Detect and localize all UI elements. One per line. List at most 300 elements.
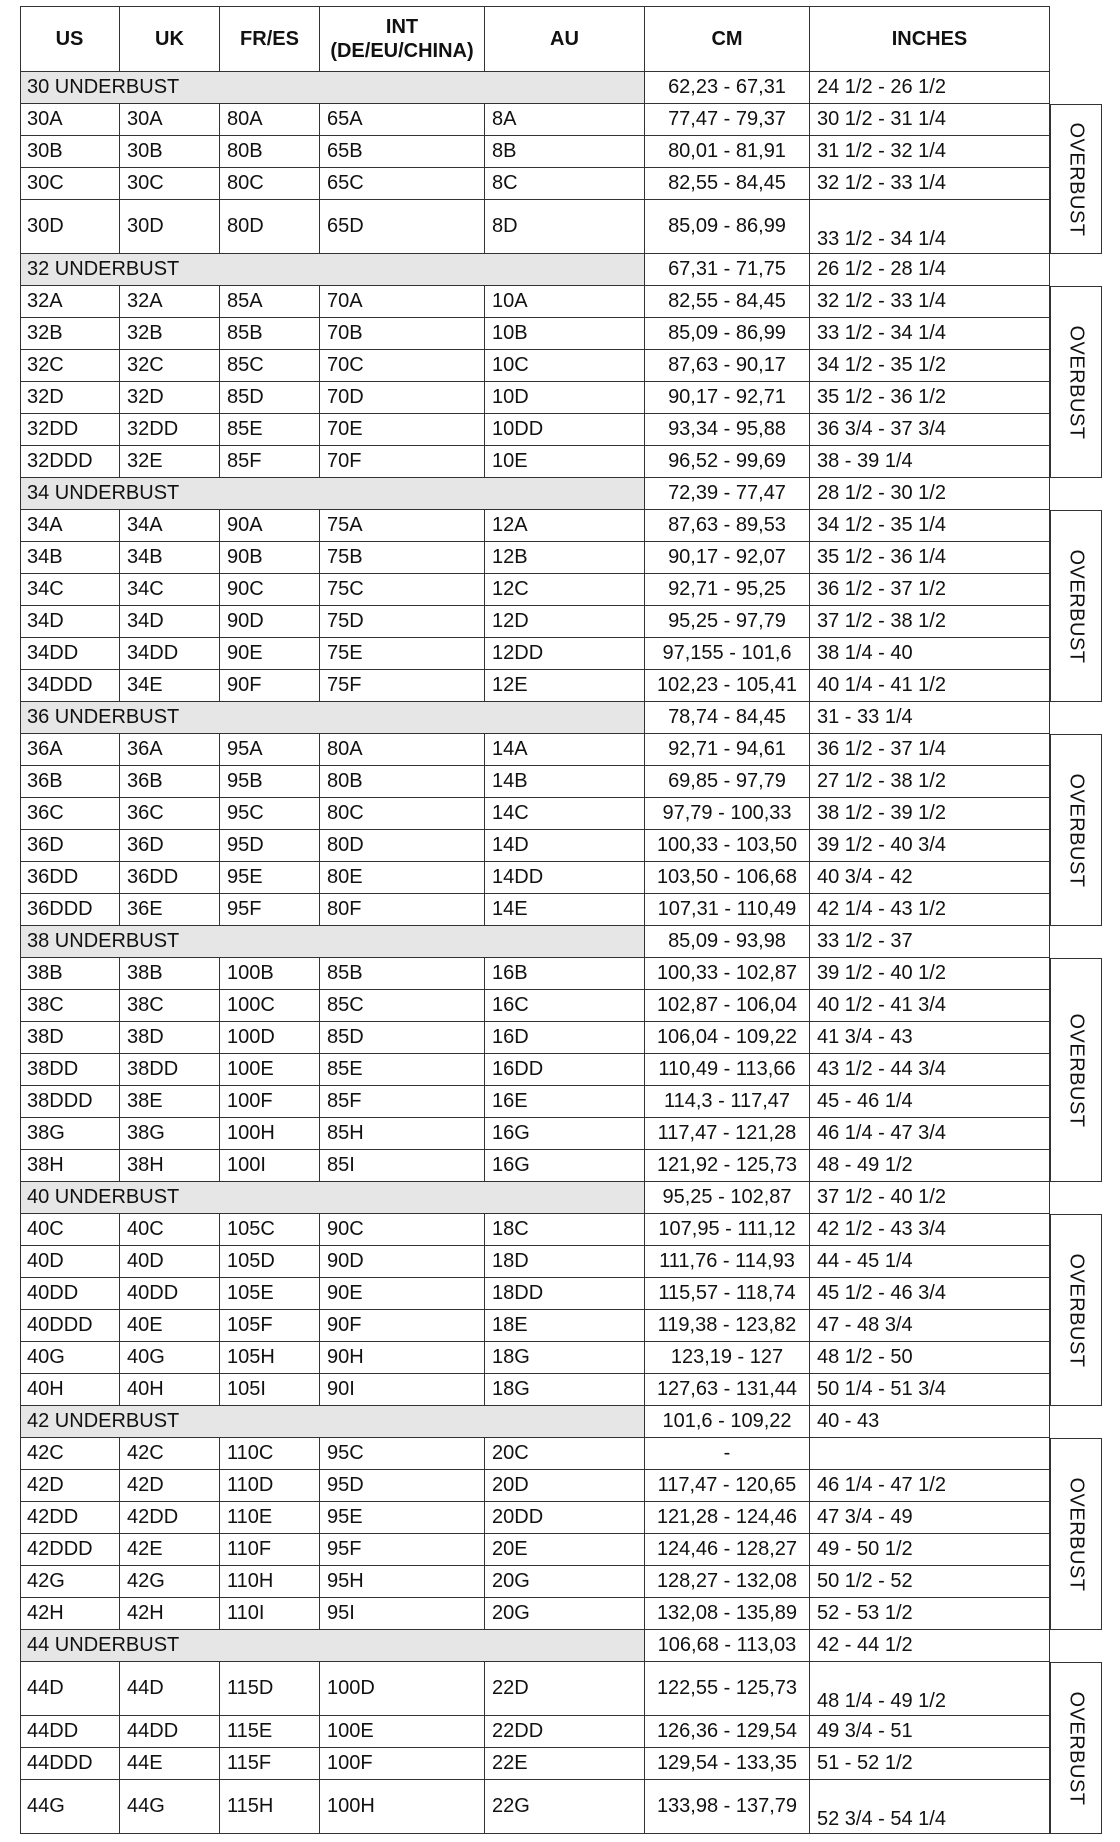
table-cell: 36E (120, 894, 220, 926)
table-cell: 95A (220, 734, 320, 766)
header-au: AU (485, 6, 645, 72)
group-inches: 31 - 33 1/4 (810, 702, 1050, 734)
table-cell: 34DD (120, 638, 220, 670)
table-cell: 133,98 - 137,79 (645, 1780, 810, 1834)
table-cell: 103,50 - 106,68 (645, 862, 810, 894)
table-cell: 18C (485, 1214, 645, 1246)
table-cell: 16G (485, 1118, 645, 1150)
overbust-label (1050, 1214, 1102, 1406)
table-cell: 34C (120, 574, 220, 606)
table-cell: 85D (220, 382, 320, 414)
table-cell: 90D (220, 606, 320, 638)
table-cell: 85F (220, 446, 320, 478)
table-cell: 38E (120, 1086, 220, 1118)
table-cell: 95D (220, 830, 320, 862)
table-cell: 105E (220, 1278, 320, 1310)
table-cell: 126,36 - 129,54 (645, 1716, 810, 1748)
table-cell: 119,38 - 123,82 (645, 1310, 810, 1342)
table-cell: 12E (485, 670, 645, 702)
table-cell: 30D (20, 200, 120, 254)
group-cm: 85,09 - 93,98 (645, 926, 810, 958)
table-cell: 30A (20, 104, 120, 136)
header-inches: INCHES (810, 6, 1050, 72)
table-cell: 39 1/2 - 40 3/4 (810, 830, 1050, 862)
table-cell: 34DDD (20, 670, 120, 702)
table-cell: 8D (485, 200, 645, 254)
table-cell: 128,27 - 132,08 (645, 1566, 810, 1598)
table-cell (810, 1438, 1050, 1470)
table-cell: 40C (120, 1214, 220, 1246)
table-cell: 16G (485, 1150, 645, 1182)
table-cell: 90I (320, 1374, 485, 1406)
table-cell: 14C (485, 798, 645, 830)
table-cell: 48 1/4 - 49 1/2 (810, 1662, 1050, 1716)
table-cell: 40H (120, 1374, 220, 1406)
table-cell: 80D (220, 200, 320, 254)
table-cell: 10D (485, 382, 645, 414)
table-cell: 27 1/2 - 38 1/2 (810, 766, 1050, 798)
table-cell: 110,49 - 113,66 (645, 1054, 810, 1086)
table-cell: 80B (320, 766, 485, 798)
table-cell: 106,04 - 109,22 (645, 1022, 810, 1054)
table-cell: 100E (320, 1716, 485, 1748)
table-cell: 117,47 - 121,28 (645, 1118, 810, 1150)
table-cell: 40G (20, 1342, 120, 1374)
group-cm: 106,68 - 113,03 (645, 1630, 810, 1662)
group-cm: 101,6 - 109,22 (645, 1406, 810, 1438)
table-cell: 36 1/2 - 37 1/2 (810, 574, 1050, 606)
table-cell: 38 - 39 1/4 (810, 446, 1050, 478)
table-cell: 95E (220, 862, 320, 894)
group-cm: 67,31 - 71,75 (645, 254, 810, 286)
table-cell: 65D (320, 200, 485, 254)
table-cell: 34C (20, 574, 120, 606)
table-cell: 44D (120, 1662, 220, 1716)
table-cell: 38 1/2 - 39 1/2 (810, 798, 1050, 830)
table-cell: 14B (485, 766, 645, 798)
table-cell: 44 - 45 1/4 (810, 1246, 1050, 1278)
overbust-label (1050, 104, 1102, 254)
table-cell: 42DD (120, 1502, 220, 1534)
group-cm: 62,23 - 67,31 (645, 72, 810, 104)
table-cell: 40G (120, 1342, 220, 1374)
table-cell: 52 - 53 1/2 (810, 1598, 1050, 1630)
table-cell: 92,71 - 94,61 (645, 734, 810, 766)
table-cell: 45 - 46 1/4 (810, 1086, 1050, 1118)
table-cell: 105F (220, 1310, 320, 1342)
table-cell: 100F (320, 1748, 485, 1780)
table-cell: 20E (485, 1534, 645, 1566)
table-cell: 110H (220, 1566, 320, 1598)
table-cell: 105H (220, 1342, 320, 1374)
table-cell: 12A (485, 510, 645, 542)
table-cell: 40D (20, 1246, 120, 1278)
group-label: 36 UNDERBUST (20, 702, 645, 734)
table-cell: 132,08 - 135,89 (645, 1598, 810, 1630)
table-cell: 90C (220, 574, 320, 606)
table-cell: 22G (485, 1780, 645, 1834)
table-cell: 46 1/4 - 47 3/4 (810, 1118, 1050, 1150)
table-cell: 37 1/2 - 38 1/2 (810, 606, 1050, 638)
table-cell: 42H (120, 1598, 220, 1630)
table-cell: 44DD (120, 1716, 220, 1748)
table-cell: 115,57 - 118,74 (645, 1278, 810, 1310)
group-cm: 72,39 - 77,47 (645, 478, 810, 510)
table-cell: 70F (320, 446, 485, 478)
table-cell: 100C (220, 990, 320, 1022)
overbust-label (1050, 510, 1102, 702)
table-cell: 22D (485, 1662, 645, 1716)
overbust-text: OVERBUST (1065, 324, 1088, 440)
table-cell: 20D (485, 1470, 645, 1502)
table-cell: 38H (120, 1150, 220, 1182)
table-cell: 95C (320, 1438, 485, 1470)
table-cell: 100B (220, 958, 320, 990)
table-cell: 50 1/2 - 52 (810, 1566, 1050, 1598)
table-cell: 38 1/4 - 40 (810, 638, 1050, 670)
table-cell: 8C (485, 168, 645, 200)
table-cell: 38B (120, 958, 220, 990)
table-cell: 32 1/2 - 33 1/4 (810, 286, 1050, 318)
table-cell: 65B (320, 136, 485, 168)
table-cell: 90F (220, 670, 320, 702)
table-cell: 36C (20, 798, 120, 830)
group-inches: 37 1/2 - 40 1/2 (810, 1182, 1050, 1214)
table-cell: 46 1/4 - 47 1/2 (810, 1470, 1050, 1502)
table-cell: 107,95 - 111,12 (645, 1214, 810, 1246)
table-cell: 102,23 - 105,41 (645, 670, 810, 702)
table-cell: 36D (20, 830, 120, 862)
group-inches: 42 - 44 1/2 (810, 1630, 1050, 1662)
table-cell: 49 - 50 1/2 (810, 1534, 1050, 1566)
group-cm: 78,74 - 84,45 (645, 702, 810, 734)
table-cell: 100D (320, 1662, 485, 1716)
table-cell: 44DD (20, 1716, 120, 1748)
table-cell: 32C (120, 350, 220, 382)
table-cell: 107,31 - 110,49 (645, 894, 810, 926)
table-cell: 34DD (20, 638, 120, 670)
table-cell: 80,01 - 81,91 (645, 136, 810, 168)
table-cell: 18G (485, 1374, 645, 1406)
table-cell: 30A (120, 104, 220, 136)
header-fr-es: FR/ES (220, 6, 320, 72)
group-cm: 95,25 - 102,87 (645, 1182, 810, 1214)
table-cell: 10A (485, 286, 645, 318)
table-cell: 32D (120, 382, 220, 414)
table-cell: 30C (120, 168, 220, 200)
table-cell: 42DDD (20, 1534, 120, 1566)
table-cell: 32B (20, 318, 120, 350)
table-cell: - (645, 1438, 810, 1470)
table-cell: 18D (485, 1246, 645, 1278)
table-cell: 42E (120, 1534, 220, 1566)
table-cell: 20C (485, 1438, 645, 1470)
table-cell: 100F (220, 1086, 320, 1118)
table-cell: 38DD (20, 1054, 120, 1086)
table-cell: 85C (220, 350, 320, 382)
table-cell: 65C (320, 168, 485, 200)
table-cell: 38H (20, 1150, 120, 1182)
table-cell: 22E (485, 1748, 645, 1780)
table-cell: 35 1/2 - 36 1/4 (810, 542, 1050, 574)
table-cell: 40 1/2 - 41 3/4 (810, 990, 1050, 1022)
table-cell: 40DD (20, 1278, 120, 1310)
table-cell: 48 - 49 1/2 (810, 1150, 1050, 1182)
table-cell: 121,92 - 125,73 (645, 1150, 810, 1182)
table-cell: 70C (320, 350, 485, 382)
table-cell: 117,47 - 120,65 (645, 1470, 810, 1502)
table-cell: 115D (220, 1662, 320, 1716)
table-cell: 32A (20, 286, 120, 318)
table-cell: 34D (120, 606, 220, 638)
table-cell: 38C (20, 990, 120, 1022)
table-cell: 90H (320, 1342, 485, 1374)
table-cell: 42D (120, 1470, 220, 1502)
table-cell: 42G (120, 1566, 220, 1598)
table-cell: 40H (20, 1374, 120, 1406)
table-cell: 42 1/2 - 43 3/4 (810, 1214, 1050, 1246)
table-cell: 110D (220, 1470, 320, 1502)
table-cell: 18E (485, 1310, 645, 1342)
table-cell: 95,25 - 97,79 (645, 606, 810, 638)
table-cell: 10DD (485, 414, 645, 446)
table-cell: 38D (120, 1022, 220, 1054)
table-cell: 110I (220, 1598, 320, 1630)
table-cell: 44D (20, 1662, 120, 1716)
table-cell: 80D (320, 830, 485, 862)
table-cell: 129,54 - 133,35 (645, 1748, 810, 1780)
table-cell: 95B (220, 766, 320, 798)
table-cell: 34 1/2 - 35 1/2 (810, 350, 1050, 382)
table-cell: 36DD (20, 862, 120, 894)
table-cell: 90F (320, 1310, 485, 1342)
table-cell: 122,55 - 125,73 (645, 1662, 810, 1716)
table-cell: 18G (485, 1342, 645, 1374)
table-cell: 90E (320, 1278, 485, 1310)
table-cell: 10B (485, 318, 645, 350)
table-cell: 75F (320, 670, 485, 702)
table-cell: 34A (20, 510, 120, 542)
table-cell: 36A (120, 734, 220, 766)
table-cell: 47 3/4 - 49 (810, 1502, 1050, 1534)
table-cell: 100H (220, 1118, 320, 1150)
table-cell: 90B (220, 542, 320, 574)
table-cell: 110E (220, 1502, 320, 1534)
table-cell: 97,155 - 101,6 (645, 638, 810, 670)
table-cell: 100E (220, 1054, 320, 1086)
table-cell: 36B (20, 766, 120, 798)
table-cell: 43 1/2 - 44 3/4 (810, 1054, 1050, 1086)
table-cell: 85D (320, 1022, 485, 1054)
table-cell: 40DDD (20, 1310, 120, 1342)
table-cell: 31 1/2 - 32 1/4 (810, 136, 1050, 168)
group-inches: 28 1/2 - 30 1/2 (810, 478, 1050, 510)
group-inches: 33 1/2 - 37 (810, 926, 1050, 958)
table-cell: 114,3 - 117,47 (645, 1086, 810, 1118)
table-cell: 34E (120, 670, 220, 702)
table-cell: 85C (320, 990, 485, 1022)
table-cell: 30B (120, 136, 220, 168)
table-cell: 95I (320, 1598, 485, 1630)
table-cell: 75C (320, 574, 485, 606)
table-cell: 90D (320, 1246, 485, 1278)
table-cell: 38B (20, 958, 120, 990)
table-cell: 34 1/2 - 35 1/4 (810, 510, 1050, 542)
table-cell: 18DD (485, 1278, 645, 1310)
table-cell: 110F (220, 1534, 320, 1566)
overbust-text: OVERBUST (1065, 1012, 1088, 1128)
table-cell: 34A (120, 510, 220, 542)
table-cell: 110C (220, 1438, 320, 1470)
table-cell: 44G (20, 1780, 120, 1834)
table-cell: 100,33 - 102,87 (645, 958, 810, 990)
table-cell: 75E (320, 638, 485, 670)
table-cell: 42DD (20, 1502, 120, 1534)
table-cell: 38D (20, 1022, 120, 1054)
table-cell: 35 1/2 - 36 1/2 (810, 382, 1050, 414)
overbust-label (1050, 286, 1102, 478)
table-cell: 12D (485, 606, 645, 638)
table-cell: 36 1/2 - 37 1/4 (810, 734, 1050, 766)
table-cell: 38DDD (20, 1086, 120, 1118)
table-cell: 85E (320, 1054, 485, 1086)
table-cell: 87,63 - 90,17 (645, 350, 810, 382)
table-cell: 50 1/4 - 51 3/4 (810, 1374, 1050, 1406)
table-cell: 34B (120, 542, 220, 574)
table-cell: 38C (120, 990, 220, 1022)
table-cell: 32D (20, 382, 120, 414)
group-label: 32 UNDERBUST (20, 254, 645, 286)
table-cell: 20G (485, 1598, 645, 1630)
table-cell: 48 1/2 - 50 (810, 1342, 1050, 1374)
table-cell: 77,47 - 79,37 (645, 104, 810, 136)
table-cell: 95H (320, 1566, 485, 1598)
table-cell: 87,63 - 89,53 (645, 510, 810, 542)
table-cell: 45 1/2 - 46 3/4 (810, 1278, 1050, 1310)
table-cell: 44G (120, 1780, 220, 1834)
overbust-text: OVERBUST (1065, 548, 1088, 664)
table-cell: 75D (320, 606, 485, 638)
table-cell: 36B (120, 766, 220, 798)
header-us: US (20, 6, 120, 72)
table-cell: 80C (320, 798, 485, 830)
table-cell: 34D (20, 606, 120, 638)
group-inches: 26 1/2 - 28 1/4 (810, 254, 1050, 286)
table-cell: 90A (220, 510, 320, 542)
table-cell: 95E (320, 1502, 485, 1534)
table-cell: 36 3/4 - 37 3/4 (810, 414, 1050, 446)
table-cell: 22DD (485, 1716, 645, 1748)
table-cell: 70A (320, 286, 485, 318)
overbust-label (1050, 958, 1102, 1182)
overbust-label (1050, 1438, 1102, 1630)
table-cell: 14DD (485, 862, 645, 894)
table-cell: 36C (120, 798, 220, 830)
table-cell: 127,63 - 131,44 (645, 1374, 810, 1406)
table-cell: 121,28 - 124,46 (645, 1502, 810, 1534)
table-cell: 65A (320, 104, 485, 136)
table-cell: 80F (320, 894, 485, 926)
table-cell: 95C (220, 798, 320, 830)
table-cell: 100,33 - 103,50 (645, 830, 810, 862)
table-cell: 115E (220, 1716, 320, 1748)
table-cell: 40 3/4 - 42 (810, 862, 1050, 894)
table-cell: 32B (120, 318, 220, 350)
table-cell: 69,85 - 97,79 (645, 766, 810, 798)
header-uk: UK (120, 6, 220, 72)
table-cell: 32 1/2 - 33 1/4 (810, 168, 1050, 200)
table-cell: 52 3/4 - 54 1/4 (810, 1780, 1050, 1834)
table-cell: 105C (220, 1214, 320, 1246)
table-cell: 8A (485, 104, 645, 136)
table-cell: 12B (485, 542, 645, 574)
table-cell: 90E (220, 638, 320, 670)
table-cell: 82,55 - 84,45 (645, 286, 810, 318)
table-cell: 32DD (20, 414, 120, 446)
table-cell: 96,52 - 99,69 (645, 446, 810, 478)
table-cell: 16E (485, 1086, 645, 1118)
table-cell: 10C (485, 350, 645, 382)
table-cell: 105D (220, 1246, 320, 1278)
overbust-label (1050, 734, 1102, 926)
table-cell: 30 1/2 - 31 1/4 (810, 104, 1050, 136)
table-cell: 70E (320, 414, 485, 446)
table-cell: 12DD (485, 638, 645, 670)
table-cell: 32DDD (20, 446, 120, 478)
table-cell: 100I (220, 1150, 320, 1182)
table-cell: 32DD (120, 414, 220, 446)
table-cell: 14E (485, 894, 645, 926)
table-cell: 42D (20, 1470, 120, 1502)
group-label: 44 UNDERBUST (20, 1630, 645, 1662)
table-cell: 40 1/4 - 41 1/2 (810, 670, 1050, 702)
table-cell: 111,76 - 114,93 (645, 1246, 810, 1278)
table-cell: 95D (320, 1470, 485, 1502)
table-cell: 32C (20, 350, 120, 382)
table-cell: 36D (120, 830, 220, 862)
overbust-text: OVERBUST (1065, 1476, 1088, 1592)
table-cell: 80E (320, 862, 485, 894)
table-cell: 90C (320, 1214, 485, 1246)
table-cell: 95F (220, 894, 320, 926)
table-cell: 100H (320, 1780, 485, 1834)
overbust-text: OVERBUST (1065, 1690, 1088, 1806)
table-cell: 16C (485, 990, 645, 1022)
table-cell: 85B (320, 958, 485, 990)
group-label: 40 UNDERBUST (20, 1182, 645, 1214)
table-cell: 38DD (120, 1054, 220, 1086)
table-cell: 41 3/4 - 43 (810, 1022, 1050, 1054)
table-cell: 32A (120, 286, 220, 318)
table-cell: 97,79 - 100,33 (645, 798, 810, 830)
table-cell: 93,34 - 95,88 (645, 414, 810, 446)
table-cell: 42H (20, 1598, 120, 1630)
table-cell: 115H (220, 1780, 320, 1834)
table-cell: 8B (485, 136, 645, 168)
table-cell: 40C (20, 1214, 120, 1246)
table-cell: 36DD (120, 862, 220, 894)
group-label: 42 UNDERBUST (20, 1406, 645, 1438)
table-cell: 90,17 - 92,07 (645, 542, 810, 574)
table-cell: 30B (20, 136, 120, 168)
table-cell: 70B (320, 318, 485, 350)
table-cell: 80A (320, 734, 485, 766)
table-cell: 70D (320, 382, 485, 414)
table-cell: 33 1/2 - 34 1/4 (810, 200, 1050, 254)
table-cell: 85H (320, 1118, 485, 1150)
table-cell: 42 1/4 - 43 1/2 (810, 894, 1050, 926)
table-cell: 49 3/4 - 51 (810, 1716, 1050, 1748)
